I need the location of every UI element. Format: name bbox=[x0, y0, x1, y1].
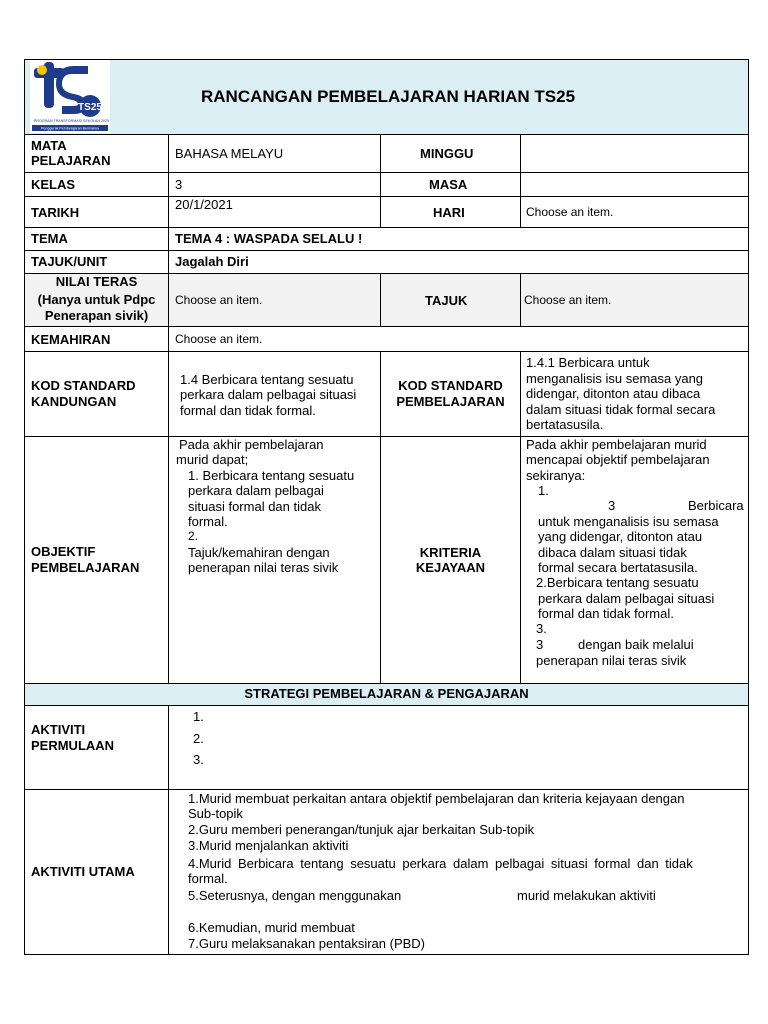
mata-pelajaran-label-1: MATA bbox=[31, 138, 67, 153]
kriteria-label-1: KRITERIA bbox=[419, 545, 482, 560]
ksk-value-2: perkara dalam pelbagai situasi bbox=[180, 387, 357, 402]
kriteria-label-2: KEJAYAAN bbox=[415, 560, 486, 575]
ksk-value-3: formal dan tidak formal. bbox=[180, 403, 316, 418]
masa-label: MASA bbox=[429, 177, 468, 192]
objektif-line: penerapan nilai teras sivik bbox=[188, 560, 339, 575]
ksp-label-1: KOD STANDARD bbox=[398, 378, 503, 393]
objektif-line: Tajuk/kemahiran dengan bbox=[188, 545, 330, 560]
objektif-line: perkara dalam pelbagai bbox=[188, 483, 324, 498]
objektif-line: 2. bbox=[188, 529, 199, 543]
svg-text:TS25: TS25 bbox=[78, 102, 102, 113]
kriteria-line: perkara dalam pelbagai situasi bbox=[538, 591, 715, 606]
ts25-logo bbox=[30, 60, 110, 133]
tajuk-unit-label: TAJUK/UNIT bbox=[31, 254, 108, 269]
nilai-teras-label-3: Penerapan sivik) bbox=[44, 308, 149, 323]
ksk-label-1: KOD STANDARD bbox=[31, 378, 136, 393]
minggu-label: MINGGU bbox=[420, 146, 474, 161]
mata-pelajaran-label-2: PELAJARAN bbox=[31, 153, 111, 168]
hari-dropdown[interactable]: Choose an item. bbox=[526, 205, 614, 219]
objektif-line: formal. bbox=[188, 514, 228, 529]
nilai-teras-label-1: NILAI TERAS bbox=[55, 274, 138, 289]
aktiviti-permulaan-label-2: PERMULAAN bbox=[31, 738, 115, 753]
tajuk-dropdown[interactable]: Choose an item. bbox=[524, 293, 612, 307]
utama-line: 7.Guru melaksanakan pentaksiran (PBD) bbox=[188, 936, 426, 951]
kriteria-line: 2.Berbicara tentang sesuatu bbox=[536, 575, 699, 590]
nilai-teras-dropdown[interactable]: Choose an item. bbox=[175, 293, 263, 307]
ksp-value-1: 1.4.1 Berbicara untuk bbox=[526, 355, 650, 370]
strategi-heading: STRATEGI PEMBELAJARAN & PENGAJARAN bbox=[244, 686, 529, 701]
ksp-value-2: menganalisis isu semasa yang bbox=[526, 371, 704, 386]
objektif-line: situasi formal dan tidak bbox=[188, 499, 321, 514]
svg-text:PROGRAM TRANSFORMASI SEKOLAH 2: PROGRAM TRANSFORMASI SEKOLAH 2025 bbox=[34, 119, 110, 123]
objektif-label-1: OBJEKTIF bbox=[31, 544, 96, 559]
kriteria-line: penerapan nilai teras sivik bbox=[536, 653, 687, 668]
aktiviti-utama-label: AKTIVITI UTAMA bbox=[31, 864, 135, 879]
permulaan-item: 2. bbox=[193, 731, 204, 746]
kelas-label: KELAS bbox=[31, 177, 76, 192]
utama-line: 6.Kemudian, murid membuat bbox=[188, 920, 355, 935]
tema-value: TEMA 4 : WASPADA SELALU ! bbox=[175, 231, 363, 246]
kriteria-line: 3 bbox=[536, 637, 544, 652]
utama-line: 5.Seterusnya, dengan menggunakan bbox=[188, 888, 402, 903]
tarikh-label: TARIKH bbox=[31, 205, 80, 220]
utama-line: Sub-topik bbox=[188, 806, 243, 821]
utama-line: 3.Murid menjalankan aktiviti bbox=[188, 838, 349, 853]
kriteria-line: formal dan tidak formal. bbox=[538, 606, 674, 621]
hari-label: HARI bbox=[433, 205, 465, 220]
kemahiran-dropdown[interactable]: Choose an item. bbox=[175, 332, 263, 346]
tajuk-unit-value: Jagalah Diri bbox=[175, 254, 249, 269]
ksk-value-1: 1.4 Berbicara tentang sesuatu bbox=[180, 372, 354, 387]
kriteria-line: formal secara bertatasusila. bbox=[538, 560, 698, 575]
ksk-label-2: KANDUNGAN bbox=[31, 394, 117, 409]
utama-line: 4.Murid Berbicara tentang sesuatu perkara dalam pelbagai situasi formal dan tidak bbox=[188, 856, 693, 871]
page-title: RANCANGAN PEMBELAJARAN HARIAN TS25 bbox=[201, 87, 576, 106]
kriteria-line: 3. bbox=[536, 621, 547, 636]
kemahiran-label: KEMAHIRAN bbox=[31, 332, 111, 347]
kriteria-line: 3 bbox=[608, 498, 616, 513]
kriteria-line: untuk menganalisis isu semasa bbox=[538, 514, 719, 529]
kriteria-line: dengan baik melalui bbox=[578, 637, 694, 652]
kriteria-line: yang didengar, ditonton atau bbox=[538, 529, 703, 544]
svg-text:Penggerak Pembelajaran Bermakn: Penggerak Pembelajaran Bermakna bbox=[41, 126, 99, 131]
objektif-line: murid dapat; bbox=[176, 452, 249, 467]
kriteria-line: 1. bbox=[538, 483, 549, 498]
kelas-value: 3 bbox=[175, 177, 183, 192]
ksp-value-5: bertatasusila. bbox=[526, 417, 604, 432]
kriteria-line: sekiranya: bbox=[526, 468, 586, 483]
kriteria-line: Berbicara bbox=[688, 498, 744, 513]
permulaan-item: 1. bbox=[193, 709, 204, 724]
nilai-teras-label-2: (Hanya untuk Pdpc bbox=[37, 292, 156, 307]
utama-line: 2.Guru memberi penerangan/tunjuk ajar berkaitan Sub-topik bbox=[188, 822, 535, 837]
kriteria-line: dibaca dalam situasi tidak bbox=[538, 545, 687, 560]
tajuk-label: TAJUK bbox=[425, 293, 468, 308]
tema-label: TEMA bbox=[31, 231, 68, 246]
utama-line: murid melakukan aktiviti bbox=[517, 888, 656, 903]
ksp-value-4: dalam situasi tidak formal secara bbox=[526, 402, 716, 417]
objektif-label-2: PEMBELAJARAN bbox=[31, 560, 140, 575]
ksp-value-3: didengar, ditonton atau dibaca bbox=[526, 386, 701, 401]
utama-line: 1.Murid membuat perkaitan antara objektif pembelajaran dan kriteria kejayaan dengan bbox=[188, 791, 685, 806]
objektif-line: Pada akhir pembelajaran bbox=[179, 437, 324, 452]
kriteria-line: Pada akhir pembelajaran murid bbox=[526, 437, 707, 452]
mata-pelajaran-value: BAHASA MELAYU bbox=[175, 146, 284, 161]
ts25-logo-graphic bbox=[30, 60, 110, 133]
kriteria-line: mencapai objektif pembelajaran bbox=[526, 452, 710, 467]
utama-line: formal. bbox=[188, 871, 228, 886]
objektif-line: 1. Berbicara tentang sesuatu bbox=[188, 468, 355, 483]
permulaan-item: 3. bbox=[193, 752, 204, 767]
aktiviti-permulaan-label-1: AKTIVITI bbox=[31, 722, 86, 737]
tarikh-value: 20/1/2021 bbox=[175, 197, 233, 212]
ksp-label-2: PEMBELAJARAN bbox=[396, 394, 505, 409]
